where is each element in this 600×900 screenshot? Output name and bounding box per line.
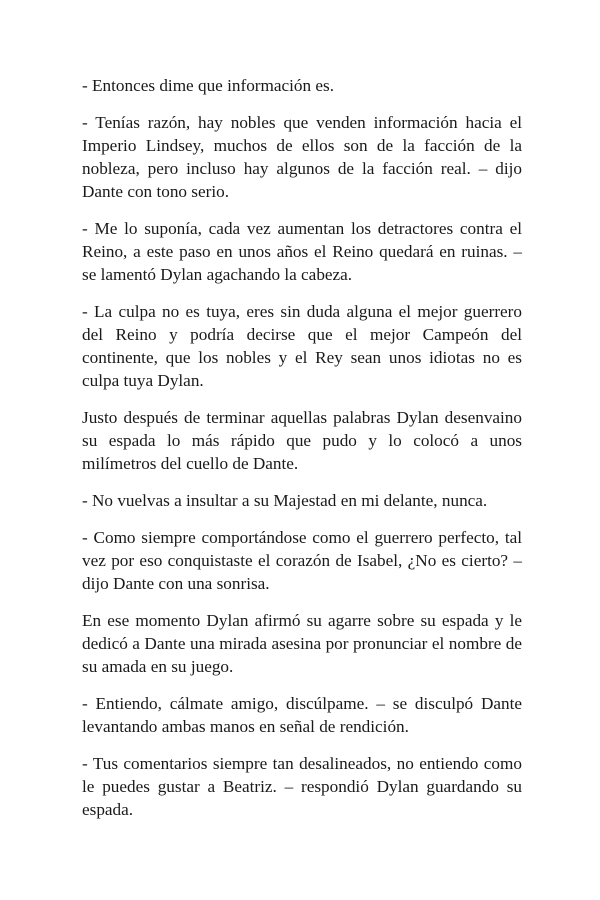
paragraph: - Tus comentarios siempre tan desalineados, no entiendo como le puedes gustar a Beatriz. – respondió Dylan guardando su espada. xyxy=(82,754,522,819)
document-page xyxy=(82,74,522,835)
paragraph: - Tenías razón, hay nobles que venden información hacia el Imperio Lindsey, muchos de ellos son de la facción de la nobleza, pero incluso hay algunos de la facción real. – dijo Dante con tono serio. xyxy=(82,113,522,201)
paragraph: - Entonces dime que información es. xyxy=(82,76,335,95)
paragraph: - La culpa no es tuya, eres sin duda alguna el mejor guerrero del Reino y podría decirse que el mejor Campeón del continente, que los nobles y el Rey sean unos idiotas no es culpa tuya Dylan. xyxy=(82,302,522,390)
paragraph: - Entiendo, cálmate amigo, discúlpame. – se disculpó Dante levantando ambas manos en señal de rendición. xyxy=(82,694,522,736)
paragraph: En ese momento Dylan afirmó su agarre sobre su espada y le dedicó a Dante una mirada asesina por pronunciar el nombre de su amada en su juego. xyxy=(82,611,522,676)
paragraph: - Me lo suponía, cada vez aumentan los detractores contra el Reino, a este paso en unos años el Reino quedará en ruinas. – se lamentó Dylan agachando la cabeza. xyxy=(82,219,522,284)
paragraph: Justo después de terminar aquellas palabras Dylan desenvaino su espada lo más rápido que pudo y lo colocó a unos milímetros del cuello de Dante. xyxy=(82,408,522,473)
paragraph: - No vuelvas a insultar a su Majestad en mi delante, nunca. xyxy=(82,491,488,510)
paragraph: - Como siempre comportándose como el guerrero perfecto, tal vez por eso conquistaste el corazón de Isabel, ¿No es cierto? – dijo Dante con una sonrisa. xyxy=(82,528,522,593)
